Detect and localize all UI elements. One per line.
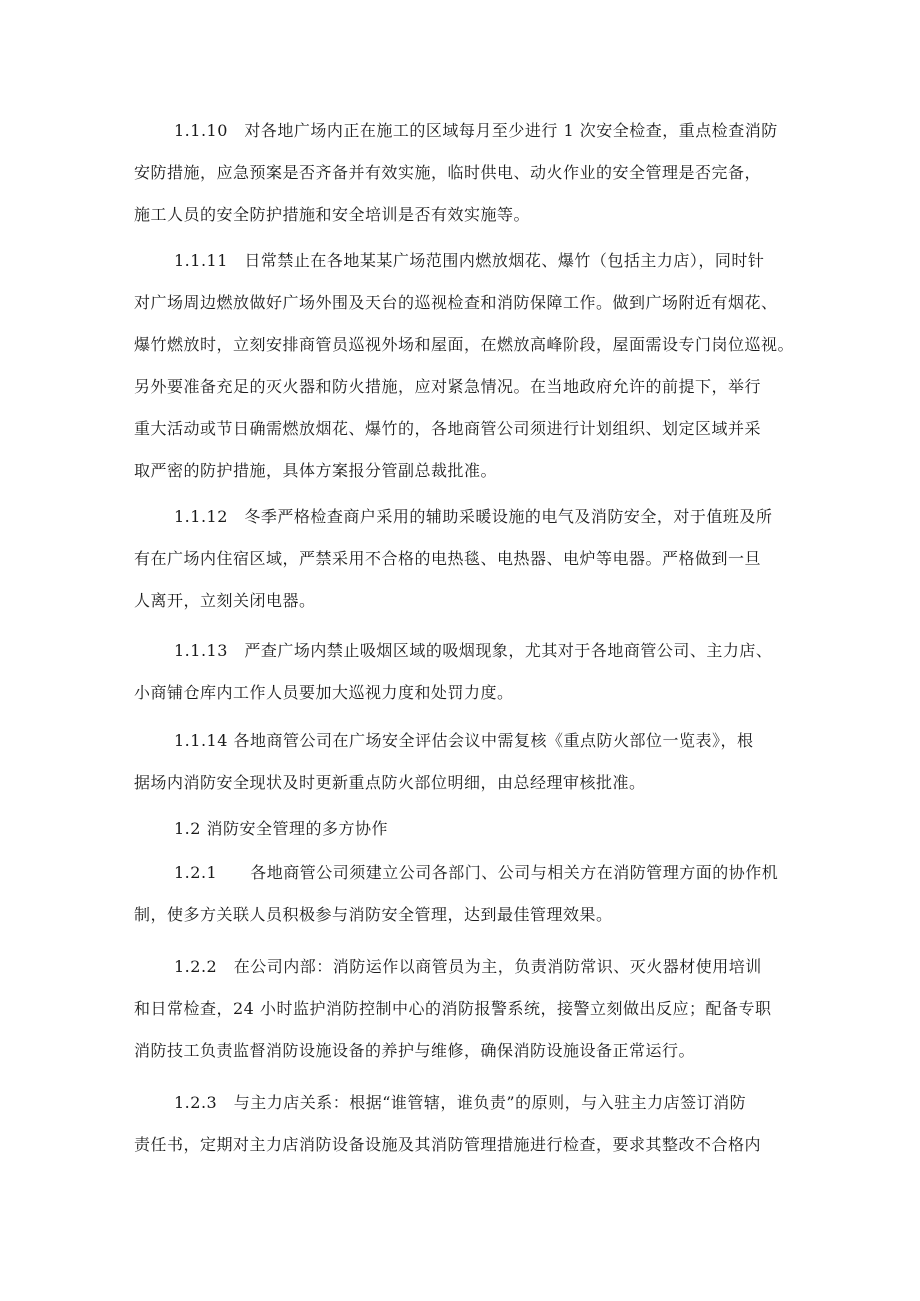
- text-line: 和日常检查，24 小时监护消防控制中心的消防报警系统，接警立刻做出反应；配备专职: [134, 999, 772, 1018]
- paragraph-1-1-14: [134, 720, 794, 804]
- text-line: 制，使多方关联人员积极参与消防安全管理，达到最佳管理效果。: [134, 905, 613, 924]
- text-line: 消防技工负责监督消防设施设备的养护与维修，确保消防设施设备正常运行。: [134, 1041, 696, 1060]
- text-line: 据场内消防安全现状及时更新重点防火部位明细，由总经理审核批准。: [134, 773, 646, 792]
- text-line: 有在广场内住宿区域，严禁采用不合格的电热毯、电热器、电炉等电器。严格做到一旦: [134, 549, 762, 568]
- text-line: 1.1.11 日常禁止在各地某某广场范围内燃放烟花、爆竹（包括主力店），同时针: [174, 251, 765, 270]
- text-line: 爆竹燃放时，立刻安排商管员巡视外场和屋面，在燃放高峰阶段，屋面需设专门岗位巡视。: [134, 335, 795, 354]
- text-line: 安防措施，应急预案是否齐备并有效实施，临时供电、动火作业的安全管理是否完备，: [134, 163, 762, 182]
- text-line: 小商铺仓库内工作人员要加大巡视力度和处罚力度。: [134, 683, 514, 702]
- text-line: 施工人员的安全防护措施和安全培训是否有效实施等。: [134, 205, 531, 224]
- text-line: 取严密的防护措施，具体方案报分管副总裁批准。: [134, 461, 498, 480]
- text-line: 1.1.12 冬季严格检查商户采用的辅助采暖设施的电气及消防安全，对于值班及所: [174, 507, 773, 526]
- text-line: 1.1.14 各地商管公司在广场安全评估会议中需复核《重点防火部位一览表》，根: [174, 731, 754, 750]
- text-line: 1.2.2 在公司内部：消防运作以商管员为主，负责消防常识、灭火器材使用培训: [174, 957, 762, 976]
- paragraph-1-2-1: [134, 852, 794, 936]
- text-line: 1.2.3 与主力店关系：根据“谁管辖，谁负责”的原则，与入驻主力店签订消防: [174, 1093, 747, 1112]
- paragraph-1-2-2: [134, 946, 794, 1072]
- text-line: 人离开，立刻关闭电器。: [134, 591, 316, 610]
- text-line: 重大活动或节日确需燃放烟花、爆竹的，各地商管公司须进行计划组织、划定区域并采: [134, 419, 762, 438]
- text-line: 责任书，定期对主力店消防设备设施及其消防管理措施进行检查，要求其整改不合格内: [134, 1135, 762, 1154]
- text-line: 1.2.1 各地商管公司须建立公司各部门、公司与相关方在消防管理方面的协作机: [174, 863, 779, 882]
- section-heading-text: 1.2 消防安全管理的多方协作: [174, 819, 389, 838]
- text-line: 另外要准备充足的灭火器和防火措施，应对紧急情况。在当地政府允许的前提下，举行: [134, 377, 762, 396]
- paragraph-1-1-10: [134, 110, 794, 236]
- paragraph-1-1-11: [134, 240, 794, 492]
- paragraph-1-2-3: [134, 1082, 794, 1166]
- section-heading-1-2: [134, 808, 794, 850]
- paragraph-1-1-13: [134, 630, 794, 714]
- text-line: 1.1.10 对各地广场内正在施工的区域每月至少进行 1 次安全检查，重点检查消防: [174, 121, 778, 140]
- text-line: 对广场周边燃放做好广场外围及天台的巡视检查和消防保障工作。做到广场附近有烟花、: [134, 293, 778, 312]
- paragraph-1-1-12: [134, 496, 794, 622]
- text-line: 1.1.13 严查广场内禁止吸烟区域的吸烟现象，尤其对于各地商管公司、主力店、: [174, 641, 773, 660]
